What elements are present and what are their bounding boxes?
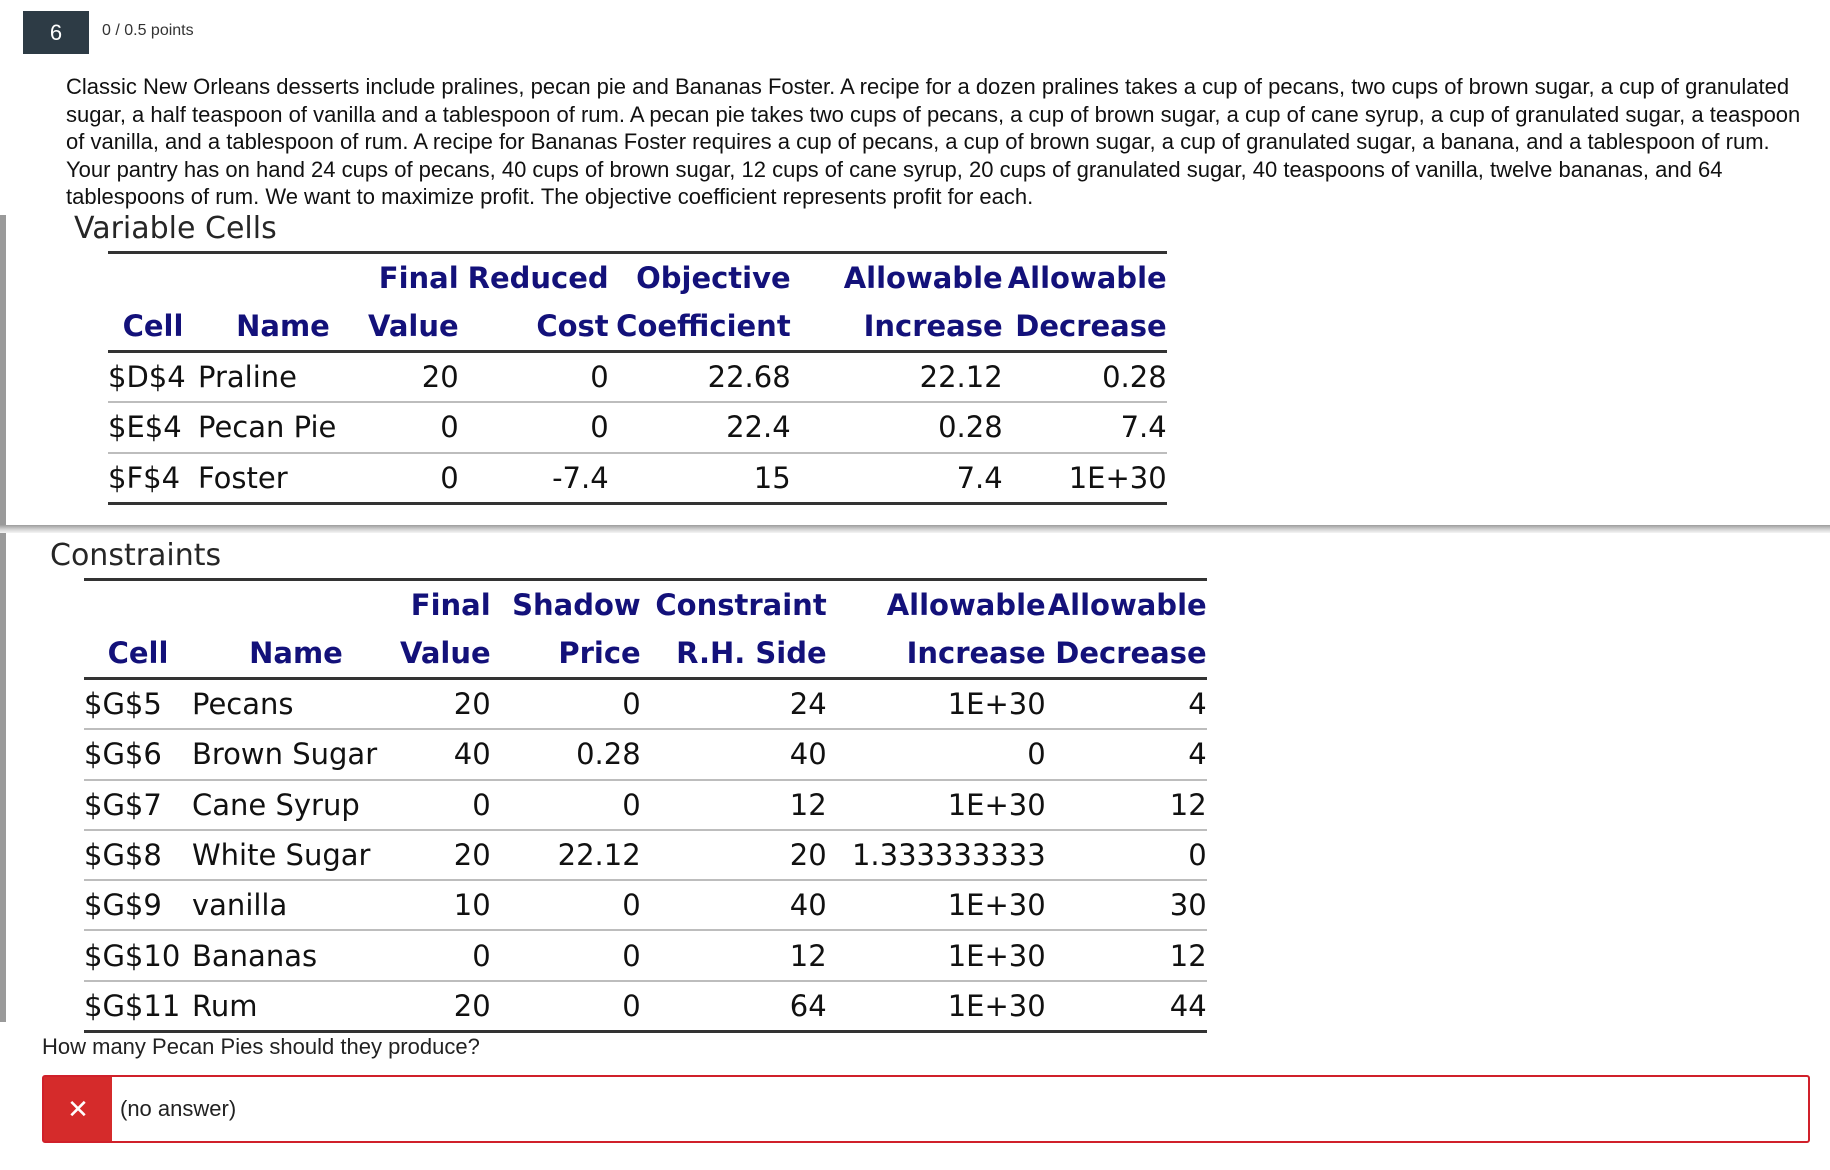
table-cell: 1E+30 — [827, 930, 1046, 980]
header-cell: Final — [400, 580, 491, 630]
table-cell: Rum — [192, 981, 400, 1032]
header-cell: Increase — [791, 302, 1003, 352]
header-cell: Allowable — [827, 580, 1046, 630]
table-cell: $E$4 — [108, 402, 198, 452]
table-cell: 1E+30 — [827, 880, 1046, 930]
table-row — [84, 981, 1207, 1032]
table-cell: Bananas — [192, 930, 400, 980]
table-cell: Pecans — [192, 679, 400, 730]
table-cell: 0 — [459, 352, 609, 403]
table-row — [84, 780, 1207, 830]
header-cell — [192, 580, 400, 630]
table-header-row — [108, 302, 1167, 352]
table-cell: 20 — [368, 352, 459, 403]
variable-cells-table — [108, 251, 1167, 505]
constraints-title: Constraints — [50, 538, 222, 573]
table-row — [84, 729, 1207, 779]
table-cell: 0 — [491, 981, 641, 1032]
table-cell: 0 — [400, 780, 491, 830]
header-cell: Name — [198, 302, 368, 352]
table-row — [108, 402, 1167, 452]
table-cell: $G$5 — [84, 679, 192, 730]
x-icon: ✕ — [67, 1093, 89, 1124]
header-cell: Allowable — [1003, 253, 1167, 303]
table-row — [84, 930, 1207, 980]
question-text: Classic New Orleans desserts include pralines, pecan pie and Bananas Foster. A recipe for a dozen pralines takes a cup of pecans, two cups of brown sugar, a cup of granulated sugar, a half teaspoon of vanilla and a tablespoon of rum. A pecan pie takes two cups of pecans, a cup of brown sugar, a cup of cane syrup, a cup of granulated sugar, a teaspoon of vanilla, and a tablespoon of rum. A recipe for Bananas Foster requires a cup of pecans, a cup of brown sugar, a cup of granulated sugar, a banana, and a tablespoon of rum. Your pantry has on hand 24 cups of pecans, 40 cups of brown sugar, 12 cups of cane syrup, 20 cups of granulated sugar, 40 teaspoons of vanilla, twelve bananas, and 64 tablespoons of rum. We want to maximize profit. The objective coefficient represents profit for each. — [66, 74, 1801, 210]
table-cell: 20 — [400, 679, 491, 730]
table-cell: 7.4 — [791, 453, 1003, 504]
followup-question: How many Pecan Pies should they produce? — [42, 1034, 480, 1059]
table-cell: 0 — [491, 880, 641, 930]
table-cell: Foster — [198, 453, 368, 504]
table-cell: 1E+30 — [827, 981, 1046, 1032]
table-cell: 0 — [491, 780, 641, 830]
header-cell: Reduced — [459, 253, 609, 303]
table-cell: 20 — [400, 981, 491, 1032]
table-cell: 4 — [1046, 729, 1207, 779]
header-cell: Allowable — [1046, 580, 1207, 630]
table-cell: 1.333333333 — [827, 830, 1046, 880]
table-cell: 0 — [368, 402, 459, 452]
table-cell: White Sugar — [192, 830, 400, 880]
table-cell: 0 — [491, 679, 641, 730]
header-cell — [84, 580, 192, 630]
header-cell: Coefficient — [609, 302, 791, 352]
table-cell: 0 — [491, 930, 641, 980]
incorrect-flag — [44, 1077, 112, 1141]
table-row — [108, 352, 1167, 403]
table-cell: $G$11 — [84, 981, 192, 1032]
table-cell: vanilla — [192, 880, 400, 930]
answer-field — [42, 1075, 1810, 1143]
header-cell: Cell — [108, 302, 198, 352]
header-cell: Name — [192, 629, 400, 679]
table-row — [84, 830, 1207, 880]
header-cell: Allowable — [791, 253, 1003, 303]
table-cell: 0 — [1046, 830, 1207, 880]
table-cell: Pecan Pie — [198, 402, 368, 452]
table-cell: 4 — [1046, 679, 1207, 730]
header-cell: Objective — [609, 253, 791, 303]
table-cell: 0 — [827, 729, 1046, 779]
table-row — [84, 880, 1207, 930]
header-cell — [198, 253, 368, 303]
table-cell: 1E+30 — [827, 780, 1046, 830]
table-cell: 1E+30 — [827, 679, 1046, 730]
variable-cells-title: Variable Cells — [74, 211, 277, 246]
table-cell: 0 — [400, 930, 491, 980]
header-cell: Value — [400, 629, 491, 679]
table-cell: 12 — [1046, 930, 1207, 980]
table-cell: $G$8 — [84, 830, 192, 880]
table-cell: 12 — [1046, 780, 1207, 830]
header-cell — [108, 253, 198, 303]
table-row — [108, 453, 1167, 504]
table-cell: 0 — [459, 402, 609, 452]
table-cell: 12 — [641, 930, 827, 980]
table-cell: 0.28 — [1003, 352, 1167, 403]
table-header-row — [84, 580, 1207, 630]
table-cell: Cane Syrup — [192, 780, 400, 830]
table-cell: $G$7 — [84, 780, 192, 830]
constraints-table — [84, 578, 1207, 1033]
header-cell: Cell — [84, 629, 192, 679]
table-cell: $D$4 — [108, 352, 198, 403]
table-cell: 22.68 — [609, 352, 791, 403]
table-cell: $G$10 — [84, 930, 192, 980]
table-cell: 22.12 — [791, 352, 1003, 403]
panel-divider — [0, 525, 1830, 533]
table-cell: 64 — [641, 981, 827, 1032]
table-cell: 15 — [609, 453, 791, 504]
table-cell: Brown Sugar — [192, 729, 400, 779]
table-cell: 44 — [1046, 981, 1207, 1032]
answer-value: (no answer) — [120, 1096, 237, 1121]
table-cell: 7.4 — [1003, 402, 1167, 452]
table-cell: 20 — [400, 830, 491, 880]
table-cell: 12 — [641, 780, 827, 830]
table-cell: 0.28 — [791, 402, 1003, 452]
table-row — [84, 679, 1207, 730]
header-cell: Price — [491, 629, 641, 679]
table-cell: 20 — [641, 830, 827, 880]
table-cell: 0 — [368, 453, 459, 504]
table-cell: 1E+30 — [1003, 453, 1167, 504]
table-cell: 10 — [400, 880, 491, 930]
header-cell: Cost — [459, 302, 609, 352]
header-cell: Value — [368, 302, 459, 352]
table-cell: 0.28 — [491, 729, 641, 779]
table-header-row — [108, 253, 1167, 303]
table-cell: 40 — [641, 729, 827, 779]
question-number: 6 — [23, 11, 89, 54]
table-cell: 24 — [641, 679, 827, 730]
table-cell: $G$9 — [84, 880, 192, 930]
header-cell: Final — [368, 253, 459, 303]
table-cell: 40 — [400, 729, 491, 779]
header-cell: R.H. Side — [641, 629, 827, 679]
table-cell: 22.12 — [491, 830, 641, 880]
table-cell: $G$6 — [84, 729, 192, 779]
header-cell: Increase — [827, 629, 1046, 679]
header-cell: Constraint — [641, 580, 827, 630]
table-cell: 40 — [641, 880, 827, 930]
table-cell: Praline — [198, 352, 368, 403]
question-points: 0 / 0.5 points — [102, 22, 194, 39]
header-cell: Shadow — [491, 580, 641, 630]
table-cell: 22.4 — [609, 402, 791, 452]
table-cell: 30 — [1046, 880, 1207, 930]
header-cell: Decrease — [1003, 302, 1167, 352]
table-cell: $F$4 — [108, 453, 198, 504]
table-cell: -7.4 — [459, 453, 609, 504]
table-header-row — [84, 629, 1207, 679]
header-cell: Decrease — [1046, 629, 1207, 679]
